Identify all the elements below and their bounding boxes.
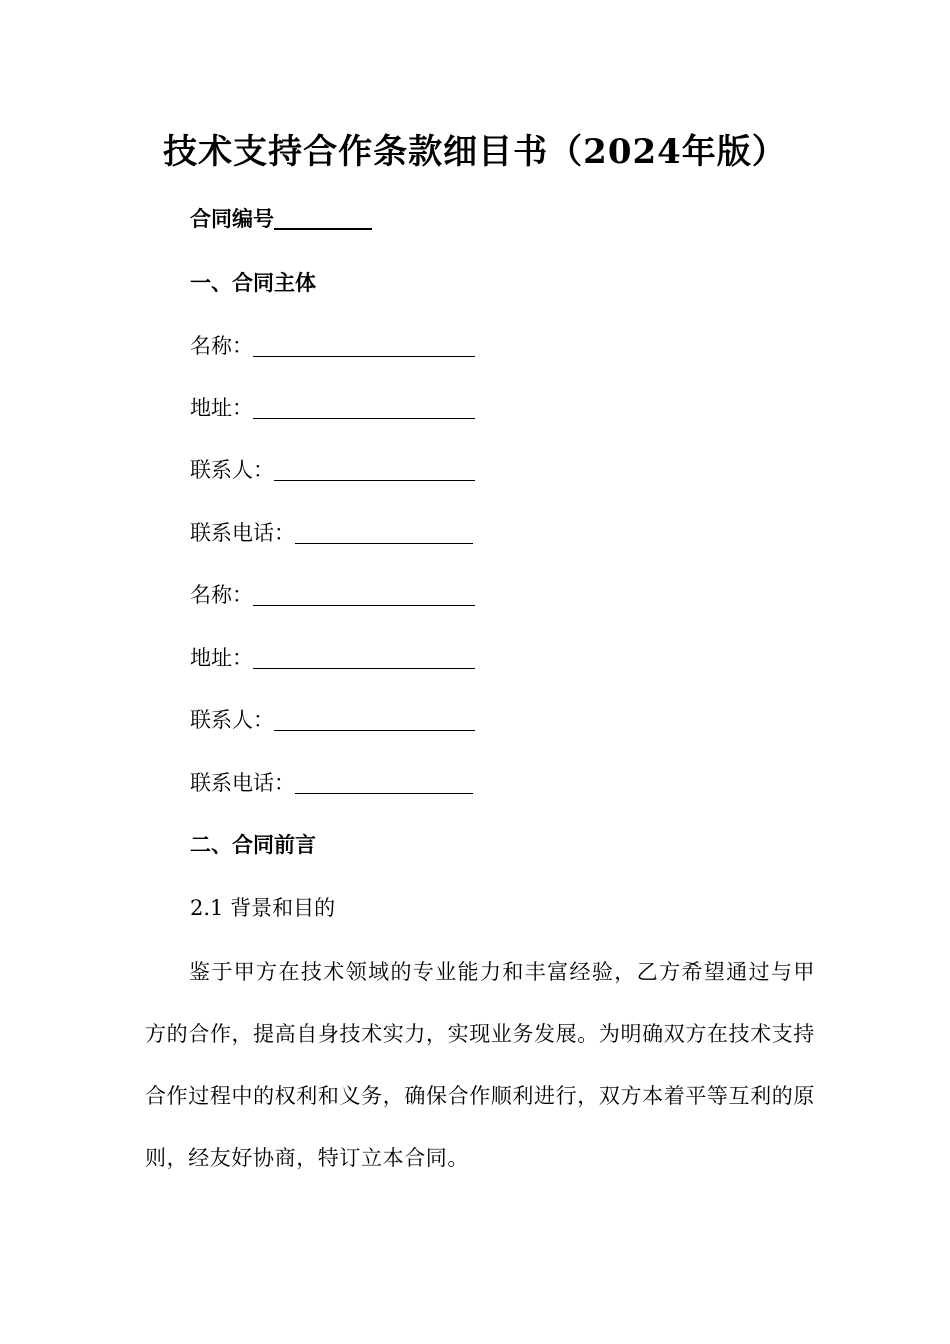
party-a-address-blank [253,396,475,419]
party-b-phone-label: 联系电话： [190,771,295,795]
party-b-address-blank [253,646,475,669]
party-b-phone-line [190,768,473,798]
party-b-address-line [190,643,475,673]
party-a-address-line [190,393,475,423]
party-b-name-line [190,580,475,610]
party-b-address-label: 地址： [190,646,253,670]
party-a-address-label: 地址： [190,396,253,420]
document-title: 技术支持合作条款细目书（2024年版） [163,132,787,172]
party-b-name-blank [253,583,475,606]
section-1-heading: 一、合同主体 [190,270,316,295]
contract-number-label: 合同编号 [190,206,274,231]
background-paragraph: 鉴于甲方在技术领域的专业能力和丰富经验，乙方希望通过与甲方的合作，提高自身技术实力，实现业务发展。为明确双方在技术支持合作过程中的权利和义务，确保合作顺利进行，双方本着平等互利的原则，经友好协商，特订立本合同。 [145,960,815,1170]
section-2-heading: 二、合同前言 [190,832,316,857]
party-a-name-blank [253,334,475,357]
party-b-phone-blank [295,771,473,794]
contract-number-blank [274,206,372,230]
party-a-phone-line [190,518,473,548]
party-a-phone-label: 联系电话： [190,521,295,545]
party-b-contact-blank [274,708,475,731]
subsection-2-1-heading: 2.1 背景和目的 [190,896,336,920]
party-a-phone-blank [295,521,473,544]
party-b-name-label: 名称： [190,583,253,607]
contract-number-line [190,204,372,234]
party-a-contact-line [190,455,475,485]
party-b-contact-line [190,705,475,735]
party-b-contact-label: 联系人： [190,708,274,732]
party-a-contact-label: 联系人： [190,458,274,482]
party-a-name-line [190,331,475,361]
party-a-name-label: 名称： [190,334,253,358]
party-a-contact-blank [274,458,475,481]
